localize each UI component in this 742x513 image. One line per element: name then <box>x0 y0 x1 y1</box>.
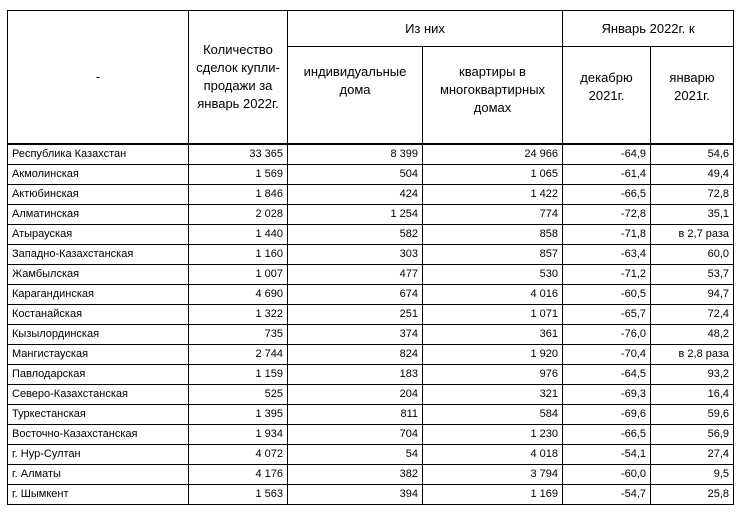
jan2021-change-cell: 27,4 <box>651 444 734 464</box>
table-row <box>8 164 734 184</box>
table-row <box>8 384 734 404</box>
region-cell: Жамбылская <box>8 264 189 284</box>
jan2021-change-cell: 54,6 <box>651 144 734 165</box>
apartments-cell: 858 <box>423 224 563 244</box>
individual-houses-header: индивидуальные дома <box>288 47 423 144</box>
dec2021-change-cell: -66,5 <box>563 184 651 204</box>
table-row <box>8 344 734 364</box>
houses-cell: 504 <box>288 164 423 184</box>
table-row <box>8 244 734 264</box>
real-estate-deals-table <box>7 10 734 505</box>
table-row <box>8 444 734 464</box>
houses-cell: 374 <box>288 324 423 344</box>
region-cell: Акмолинская <box>8 164 189 184</box>
deals-cell: 1 007 <box>189 264 288 284</box>
region-cell: Атырауская <box>8 224 189 244</box>
deals-cell: 4 072 <box>189 444 288 464</box>
dec2021-change-cell: -70,4 <box>563 344 651 364</box>
jan2021-header: январю 2021г. <box>651 47 734 144</box>
deals-cell: 2 744 <box>189 344 288 364</box>
apartments-cell: 1 422 <box>423 184 563 204</box>
dec2021-change-cell: -64,5 <box>563 364 651 384</box>
jan2021-change-cell: 72,4 <box>651 304 734 324</box>
apartments-cell: 24 966 <box>423 144 563 165</box>
jan2021-change-cell: в 2,8 раза <box>651 344 734 364</box>
jan2021-change-cell: 72,8 <box>651 184 734 204</box>
houses-cell: 824 <box>288 344 423 364</box>
table-row <box>8 224 734 244</box>
apartments-cell: 1 230 <box>423 424 563 444</box>
jan2021-change-cell: 59,6 <box>651 404 734 424</box>
dec2021-change-cell: -71,2 <box>563 264 651 284</box>
table-body <box>8 144 734 505</box>
deals-cell: 4 690 <box>189 284 288 304</box>
houses-cell: 811 <box>288 404 423 424</box>
dec2021-change-cell: -69,3 <box>563 384 651 404</box>
apartments-cell: 1 920 <box>423 344 563 364</box>
houses-cell: 303 <box>288 244 423 264</box>
region-cell: г. Алматы <box>8 464 189 484</box>
apartments-cell: 1 065 <box>423 164 563 184</box>
dec2021-change-cell: -65,7 <box>563 304 651 324</box>
houses-cell: 204 <box>288 384 423 404</box>
region-cell: Северо-Казахстанская <box>8 384 189 404</box>
region-cell: Костанайская <box>8 304 189 324</box>
dec2021-change-cell: -60,5 <box>563 284 651 304</box>
jan2021-change-cell: 9,5 <box>651 464 734 484</box>
deals-cell: 1 159 <box>189 364 288 384</box>
apartments-cell: 361 <box>423 324 563 344</box>
deals-cell: 2 028 <box>189 204 288 224</box>
apartments-cell: 4 016 <box>423 284 563 304</box>
apartments-cell: 1 169 <box>423 484 563 504</box>
table-row <box>8 284 734 304</box>
table-row <box>8 464 734 484</box>
jan2021-change-cell: 35,1 <box>651 204 734 224</box>
region-cell: Западно-Казахстанская <box>8 244 189 264</box>
jan2021-change-cell: 94,7 <box>651 284 734 304</box>
region-cell: Актюбинская <box>8 184 189 204</box>
deals-cell: 1 440 <box>189 224 288 244</box>
apartments-header: квартиры в многоквартирных домах <box>423 47 563 144</box>
houses-cell: 1 254 <box>288 204 423 224</box>
houses-cell: 704 <box>288 424 423 444</box>
deals-cell: 735 <box>189 324 288 344</box>
houses-cell: 424 <box>288 184 423 204</box>
apartments-cell: 4 018 <box>423 444 563 464</box>
jan2021-change-cell: в 2,7 раза <box>651 224 734 244</box>
apartments-cell: 530 <box>423 264 563 284</box>
houses-cell: 674 <box>288 284 423 304</box>
table-row <box>8 484 734 504</box>
dec2021-change-cell: -76,0 <box>563 324 651 344</box>
region-cell: Кызылординская <box>8 324 189 344</box>
deals-cell: 1 563 <box>189 484 288 504</box>
region-cell: Туркестанская <box>8 404 189 424</box>
dec2021-change-cell: -61,4 <box>563 164 651 184</box>
table-row <box>8 424 734 444</box>
apartments-cell: 774 <box>423 204 563 224</box>
table-row <box>8 324 734 344</box>
table-row <box>8 404 734 424</box>
region-cell: Алматинская <box>8 204 189 224</box>
jan2021-change-cell: 48,2 <box>651 324 734 344</box>
jan2021-change-cell: 93,2 <box>651 364 734 384</box>
jan2021-change-cell: 16,4 <box>651 384 734 404</box>
table-row <box>8 204 734 224</box>
jan2021-change-cell: 25,8 <box>651 484 734 504</box>
deals-cell: 525 <box>189 384 288 404</box>
deals-cell: 33 365 <box>189 144 288 165</box>
dec2021-change-cell: -72,8 <box>563 204 651 224</box>
jan2021-change-cell: 56,9 <box>651 424 734 444</box>
apartments-cell: 584 <box>423 404 563 424</box>
table-row <box>8 184 734 204</box>
region-cell: г. Нур-Султан <box>8 444 189 464</box>
region-cell: Павлодарская <box>8 364 189 384</box>
deals-cell: 1 322 <box>189 304 288 324</box>
region-column-header: - <box>8 11 189 144</box>
table-row <box>8 144 734 165</box>
region-cell: Республика Казахстан <box>8 144 189 165</box>
region-cell: Карагандинская <box>8 284 189 304</box>
dec2021-change-cell: -63,4 <box>563 244 651 264</box>
houses-cell: 477 <box>288 264 423 284</box>
jan2022-comparison-header: Январь 2022г. к <box>563 11 734 47</box>
houses-cell: 251 <box>288 304 423 324</box>
dec2021-change-cell: -71,8 <box>563 224 651 244</box>
houses-cell: 183 <box>288 364 423 384</box>
dec2021-change-cell: -69,6 <box>563 404 651 424</box>
table-row <box>8 264 734 284</box>
apartments-cell: 3 794 <box>423 464 563 484</box>
deals-cell: 1 395 <box>189 404 288 424</box>
houses-cell: 382 <box>288 464 423 484</box>
table-row <box>8 364 734 384</box>
deals-cell: 4 176 <box>189 464 288 484</box>
dec2021-change-cell: -66,5 <box>563 424 651 444</box>
deals-cell: 1 934 <box>189 424 288 444</box>
dec2021-change-cell: -64,9 <box>563 144 651 165</box>
houses-cell: 582 <box>288 224 423 244</box>
deals-cell: 1 160 <box>189 244 288 264</box>
dec2021-header: декабрю 2021г. <box>563 47 651 144</box>
region-cell: Восточно-Казахстанская <box>8 424 189 444</box>
houses-cell: 8 399 <box>288 144 423 165</box>
jan2021-change-cell: 49,4 <box>651 164 734 184</box>
deals-cell: 1 846 <box>189 184 288 204</box>
dec2021-change-cell: -54,1 <box>563 444 651 464</box>
region-cell: Мангистауская <box>8 344 189 364</box>
apartments-cell: 1 071 <box>423 304 563 324</box>
apartments-cell: 321 <box>423 384 563 404</box>
deals-cell: 1 569 <box>189 164 288 184</box>
houses-cell: 394 <box>288 484 423 504</box>
deals-column-header: Количество сделок купли-продажи за январь 2022г. <box>189 11 288 144</box>
region-cell: г. Шымкент <box>8 484 189 504</box>
dec2021-change-cell: -60,0 <box>563 464 651 484</box>
jan2021-change-cell: 53,7 <box>651 264 734 284</box>
table-row <box>8 304 734 324</box>
houses-cell: 54 <box>288 444 423 464</box>
of-them-header: Из них <box>288 11 563 47</box>
dec2021-change-cell: -54,7 <box>563 484 651 504</box>
apartments-cell: 857 <box>423 244 563 264</box>
apartments-cell: 976 <box>423 364 563 384</box>
jan2021-change-cell: 60,0 <box>651 244 734 264</box>
